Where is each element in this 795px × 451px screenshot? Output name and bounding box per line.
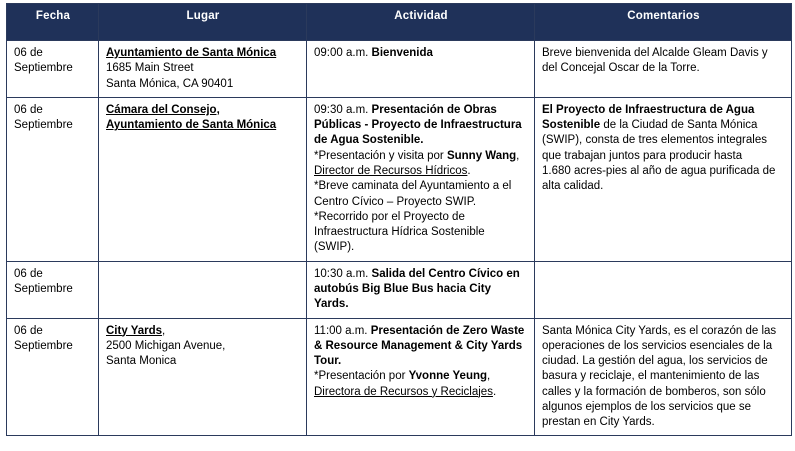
fecha-line-2: Septiembre (14, 339, 73, 352)
cell-actividad: 09:30 a.m. Presentación de Obras Públicas - Proyecto de Infraestructura de Agua Sostenible. *Presentación y visita por Sunny Wang, Director de Recursos Hídricos. *Breve caminata del Ayuntamiento a el Centro Cívico – Proyecto SWIP. *Recorrido por el Proyecto de Infraestructura Hídrica Sostenible (SWIP). (307, 97, 535, 261)
cell-fecha (7, 318, 99, 436)
schedule-table (6, 3, 792, 436)
lugar-title-line-2: Ayuntamiento de Santa Mónica (106, 119, 277, 132)
lugar-title: Ayuntamiento de Santa Mónica (106, 47, 277, 59)
actividad-bullet-1-end: . (467, 164, 471, 177)
actividad-bullet-1-text: *Presentación por (314, 370, 409, 383)
comentario-line-2: operaciones de los servicios esenciales de la (542, 339, 773, 352)
fecha-line-2: Septiembre (14, 62, 73, 75)
actividad-title-line-1: Presentación de Zero Waste (370, 324, 525, 337)
lugar-address-line-2: Santa Mónica, CA 90401 (106, 77, 234, 90)
actividad-bullet-1-name: Yvonne Yeung (408, 370, 488, 383)
cell-comentarios (535, 41, 792, 98)
actividad-title-line-2: & Resource Management & City Yards (314, 339, 523, 352)
actividad-title-line-2: Públicas - Proyecto de Infraestructura (314, 119, 522, 132)
column-header-comentarios: Comentarios (535, 4, 792, 41)
actividad-bullet-3-line-1: *Recorrido por el Proyecto de (314, 210, 465, 223)
actividad-title-line-1: Salida del Centro Cívico en (371, 267, 520, 280)
actividad-bullet-3-line-2: Infraestructura Hídrica Sostenible (314, 226, 485, 239)
actividad-time: 09:00 a.m. (314, 47, 369, 59)
comentario-bold-line-2: Sostenible (542, 119, 601, 132)
cell-lugar (99, 41, 307, 98)
cell-fecha (7, 97, 99, 261)
actividad-bullet-2-line-2: Centro Cívico – Proyecto SWIP. (314, 195, 477, 208)
cell-comentarios (535, 261, 792, 318)
table-row (7, 41, 792, 98)
table-row (7, 318, 792, 436)
lugar-title-line-1: Cámara del Consejo, (106, 103, 220, 116)
comentario-line-6: algunos ejemplos de los servicios que se (542, 400, 752, 413)
actividad-time: 10:30 a.m. (314, 267, 369, 280)
comentario-line-4: que trabajan juntos para producir hasta (542, 149, 743, 162)
fecha-line-2: Septiembre (14, 282, 73, 295)
lugar-address-line-1: 2500 Michigan Avenue, (106, 339, 226, 352)
comentario-line-2-rest: de la Ciudad de Santa Mónica (600, 119, 758, 132)
cell-comentarios (535, 318, 792, 436)
lugar-title: City Yards (106, 324, 163, 337)
actividad-title-line-3: de Agua Sostenible. (314, 134, 424, 147)
comentario-line-5: 1.680 acres-pies al año de agua purificada de (542, 164, 776, 177)
comentario-line-1: Santa Mónica City Yards, es el corazón de las (542, 324, 777, 337)
actividad-bullet-2-line-1: *Breve caminata del Ayuntamiento a el (314, 180, 512, 193)
comentario-line-3: ciudad. La gestión del agua, los servicios de (542, 355, 768, 368)
cell-lugar (99, 261, 307, 318)
actividad-bullet-1-name: Sunny Wang (446, 149, 517, 162)
actividad-bullet-1-text: *Presentación y visita por (314, 149, 447, 162)
comentario-line-6: alta calidad. (542, 180, 604, 193)
actividad-time: 09:30 a.m. (314, 103, 369, 116)
actividad-title-line-1: Presentación de Obras (371, 103, 497, 116)
cell-lugar (99, 97, 307, 261)
table-row (7, 97, 792, 261)
fecha-line-1: 06 de (14, 103, 43, 116)
comentario-line-3: (SWIP), consta de tres elementos integrales (542, 134, 767, 147)
cell-fecha (7, 261, 99, 318)
fecha-line-1: 06 de (14, 267, 43, 280)
actividad-title-line-2: autobús Big Blue Bus hacia City Yards. (314, 282, 491, 311)
fecha-line-1: 06 de (14, 47, 43, 59)
actividad-bullet-3-line-3: (SWIP). (314, 241, 355, 254)
lugar-title-comma: , (162, 324, 166, 337)
table-body (7, 41, 792, 436)
lugar-address-line-2: Santa Monica (106, 355, 177, 368)
column-header-actividad: Actividad (307, 4, 535, 41)
cell-lugar (99, 318, 307, 436)
cell-actividad (307, 41, 535, 98)
table-header (7, 4, 792, 41)
comentario-line-2: del Concejal Oscar de la Torre. (542, 62, 700, 75)
actividad-title-line-3: Tour. (314, 355, 342, 368)
header-row (7, 4, 792, 41)
actividad-bullet-1-end: . (492, 385, 497, 398)
comentario-line-1: Breve bienvenida del Alcalde Gleam Davis y (542, 47, 768, 59)
fecha-line-2: Septiembre (14, 119, 73, 132)
comentario-line-5: calles y la formación de bomberos, son sólo (542, 385, 766, 398)
column-header-fecha: Fecha (7, 4, 99, 41)
comentario-line-4: basura y reciclaje, el mantenimiento de las (542, 370, 760, 383)
cell-comentarios (535, 97, 792, 261)
actividad-bullet-1-role: Director de Recursos Hídricos (314, 164, 468, 177)
lugar-address-line-1: 1685 Main Street (106, 62, 194, 75)
comentario-line-7: prestan en City Yards. (542, 416, 655, 429)
table-row (7, 261, 792, 318)
actividad-title: Bienvenida (371, 47, 433, 59)
cell-actividad (307, 261, 535, 318)
fecha-line-1: 06 de (14, 324, 43, 337)
actividad-bullet-1-role: Directora de Recursos y Reciclajes (314, 385, 493, 398)
comentario-bold-line-1: El Proyecto de Infraestructura de Agua (542, 103, 755, 116)
cell-actividad: 11:00 a.m. Presentación de Zero Waste & Resource Management & City Yards Tour. *Presentación por Yvonne Yeung, Directora de Recursos y Reciclajes. (307, 318, 535, 436)
cell-fecha (7, 41, 99, 98)
actividad-time: 11:00 a.m. (314, 324, 368, 337)
column-header-lugar: Lugar (99, 4, 307, 41)
